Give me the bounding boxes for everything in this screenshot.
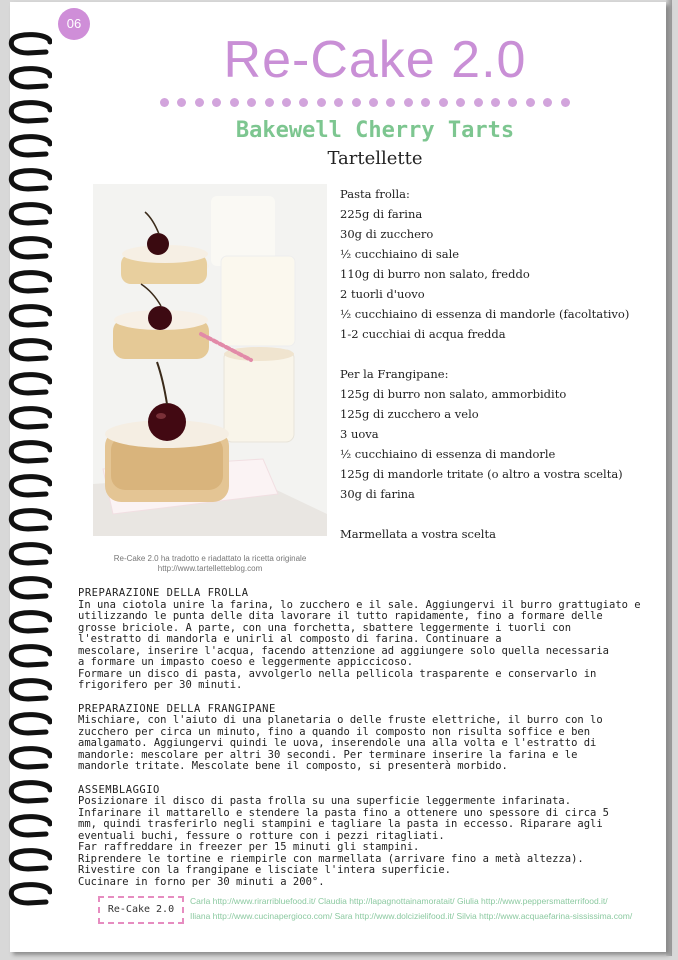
binding-ring bbox=[6, 30, 52, 56]
binding-ring bbox=[6, 166, 52, 192]
recipe-subtitle: Tartellette bbox=[327, 148, 423, 169]
method-line: Posizionare il disco di pasta frolla su una superficie leggermente infarinata. bbox=[78, 795, 572, 807]
dotted-divider bbox=[160, 98, 570, 108]
binding-ring bbox=[6, 98, 52, 124]
brand-badge: Re-Cake 2.0 bbox=[98, 896, 184, 924]
method-line: a formare un impasto coeso e leggermente appiccicoso. bbox=[78, 656, 414, 668]
section-body bbox=[78, 600, 660, 692]
contributors-line[interactable]: Carla http://www.rirarribluefood.it/ Claudia http://lapagnottainamoratait/ Giulia http://www.peppersmatterrifood.it/ bbox=[190, 896, 608, 906]
method-text bbox=[78, 588, 660, 900]
method-line: Rivestire con la frangipane e lisciate l'intera superficie. bbox=[78, 864, 451, 876]
page-number-badge: 06 bbox=[58, 8, 90, 40]
method-line: mescolare, inserire l'acqua, facendo attenzione ad aggiungere solo quella necessaria bbox=[78, 644, 610, 657]
page-edge bbox=[666, 0, 672, 956]
binding-ring bbox=[6, 676, 52, 702]
binding-ring bbox=[6, 336, 52, 362]
ingredient-item: 225g di farina bbox=[340, 207, 423, 221]
section-title: PREPARAZIONE DELLA FROLLA bbox=[78, 587, 249, 599]
method-line: utilizzando le punta delle dita lavorare il tutto rapidamente, fino a formare delle bbox=[78, 610, 603, 622]
ingredient-item: 125g di burro non salato, ammorbidito bbox=[340, 387, 567, 401]
brand-title: Re-Cake 2.0 bbox=[223, 31, 527, 89]
method-line: mandorle: mescolare per altri 30 secondi. Per terminare inserire la farina e le bbox=[78, 748, 578, 761]
method-line: Cucinare in forno per 30 minuti a 200°. bbox=[78, 875, 325, 888]
ingredient-heading: Per la Frangipane: bbox=[340, 367, 449, 381]
binding-ring bbox=[6, 64, 52, 90]
binding-ring bbox=[6, 268, 52, 294]
method-line: Infarinare il mattarello e stendere la pasta fino a ottenere uno spessore di circa 5 bbox=[78, 806, 610, 819]
method-line: Far raffreddare in freezer per 15 minuti gli stampini. bbox=[78, 841, 420, 853]
binding-ring bbox=[6, 200, 52, 226]
method-line: mandorle tritate. Mescolate bene il composto, si presenterà morbido. bbox=[78, 760, 508, 772]
binding-ring bbox=[6, 880, 52, 906]
ingredient-item: ½ cucchiaino di essenza di mandorle bbox=[340, 447, 556, 461]
method-line: amalgamato. Aggiungervi quindi le uova, inserendole una alla volta e l'estratto di bbox=[78, 737, 597, 749]
method-line: l'estratto di mandorla e unirli al composto di farina. Continuare a bbox=[78, 633, 502, 645]
ingredient-item: 3 uova bbox=[340, 427, 379, 441]
section-title: ASSEMBLAGGIO bbox=[78, 783, 160, 796]
section-body bbox=[78, 715, 660, 773]
ingredient-item: ½ cucchiaino di essenza di mandorle (facoltativo) bbox=[340, 307, 630, 321]
ingredient-item: ½ cucchiaino di sale bbox=[340, 247, 460, 261]
binding-ring bbox=[6, 506, 52, 532]
method-line: Formare un disco di pasta, avvolgerlo nella pellicola trasparente e conservarlo in bbox=[78, 667, 597, 680]
binding-ring bbox=[6, 370, 52, 396]
method-line: zucchero per circa un minuto, fino a quando il composto non risulta soffice e ben bbox=[78, 725, 591, 738]
binding-ring bbox=[6, 302, 52, 328]
contributors-line[interactable]: Iliana http://www.cucinapergioco.com/ Sara http://www.dolcizielifood.it/ Silvia http://www.acquaefarina-sississima.com/ bbox=[190, 911, 633, 921]
ingredient-item: 125g di zucchero a velo bbox=[340, 407, 479, 421]
ingredient-spacer bbox=[340, 504, 660, 524]
ingredients-list bbox=[340, 184, 660, 544]
spiral-binding bbox=[0, 30, 56, 910]
binding-ring bbox=[6, 812, 52, 838]
ingredient-item: 2 tuorli d'uovo bbox=[340, 287, 425, 301]
method-line: Mischiare, con l'aiuto di una planetaria o delle fruste elettriche, il burro con lo bbox=[78, 714, 603, 726]
method-line: eventuali buchi, fessure o rotture con i pezzi ritagliati. bbox=[78, 829, 445, 842]
binding-ring bbox=[6, 710, 52, 736]
method-line: grosse briciole. A parte, con una forchetta, sbattere leggermente i tuorli con bbox=[78, 621, 572, 634]
recipe-title: Bakewell Cherry Tarts bbox=[235, 118, 515, 143]
photo-credit bbox=[93, 554, 327, 574]
credit-url: http://www.tartelletteblog.com bbox=[157, 564, 263, 573]
binding-ring bbox=[6, 778, 52, 804]
credit-line: Re-Cake 2.0 ha tradotto e riadattato la ricetta originale bbox=[113, 554, 307, 563]
binding-ring bbox=[6, 846, 52, 872]
binding-ring bbox=[6, 438, 52, 464]
ingredient-item: 110g di burro non salato, freddo bbox=[340, 267, 530, 281]
method-line: Riprendere le tortine e riempirle con marmellata (arrivare fino a metà altezza). bbox=[78, 852, 584, 865]
binding-ring bbox=[6, 234, 52, 260]
binding-ring bbox=[6, 574, 52, 600]
contributors-links bbox=[190, 894, 660, 924]
binding-ring bbox=[6, 608, 52, 634]
binding-ring bbox=[6, 404, 52, 430]
method-line: In una ciotola unire la farina, lo zucchero e il sale. Aggiungervi il burro grattugiato e bbox=[78, 598, 641, 611]
tarts-photo bbox=[93, 184, 327, 536]
ingredient-item: 30g di zucchero bbox=[340, 227, 434, 241]
binding-ring bbox=[6, 540, 52, 566]
binding-ring bbox=[6, 132, 52, 158]
section-body bbox=[78, 796, 660, 888]
ingredient-item: 125g di mandorle tritate (o altro a vostra scelta) bbox=[340, 467, 623, 481]
method-line: mm, quindi trasferirlo negli stampini e tagliare la pasta in eccesso. Riparare agli bbox=[78, 818, 603, 830]
ingredient-item: 1-2 cucchiai di acqua fredda bbox=[340, 327, 506, 341]
binding-ring bbox=[6, 744, 52, 770]
method-line: frigorifero per 30 minuti. bbox=[78, 679, 243, 691]
ingredient-spacer bbox=[340, 344, 660, 364]
ingredient-item: Marmellata a vostra scelta bbox=[340, 527, 496, 541]
ingredient-heading: Pasta frolla: bbox=[340, 187, 410, 201]
section-title: PREPARAZIONE DELLA FRANGIPANE bbox=[78, 702, 276, 715]
binding-ring bbox=[6, 472, 52, 498]
binding-ring bbox=[6, 642, 52, 668]
ingredient-item: 30g di farina bbox=[340, 487, 415, 501]
